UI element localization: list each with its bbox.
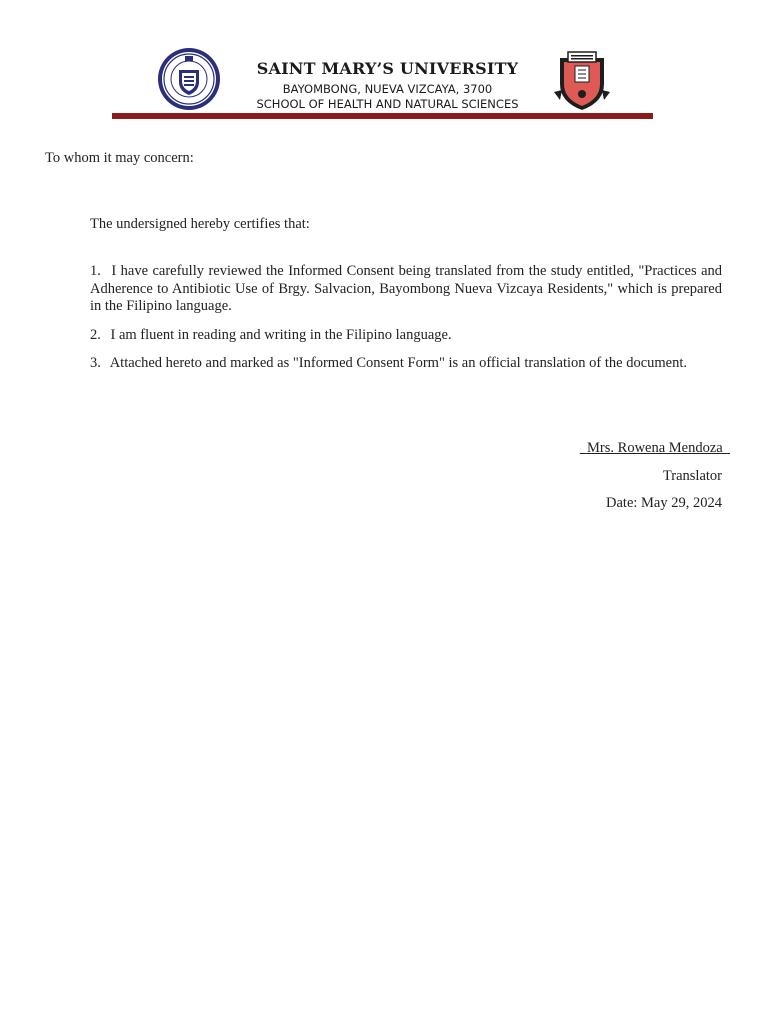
school-name: SCHOOL OF HEALTH AND NATURAL SCIENCES <box>256 97 519 111</box>
school-crest-icon <box>554 50 610 112</box>
certification-item <box>90 263 722 316</box>
item-text: I have carefully reviewed the Informed Consent being translated from the study entitled, "Practices and Adherence to Antibiotic Use of Brgy. Salvacion, Bayombong Nueva Vizcaya Residents," which is prepared in the Filipino language. <box>90 263 722 314</box>
certification-item <box>90 355 722 373</box>
university-name: SAINT MARY’S UNIVERSITY <box>256 59 519 78</box>
salutation: To whom it may concern: <box>45 150 194 166</box>
item-text: Attached hereto and marked as "Informed Consent Form" is an official translation of the document. <box>109 355 688 371</box>
signer-name: Mrs. Rowena Mendoza <box>579 440 730 456</box>
signature-date: Date: May 29, 2024 <box>606 495 722 511</box>
item-number: 3. <box>90 355 101 371</box>
certification-intro: The undersigned hereby certifies that: <box>90 216 310 232</box>
university-address: BAYOMBONG, NUEVA VIZCAYA, 3700 <box>282 82 493 96</box>
certification-list <box>90 263 722 384</box>
item-number: 2. <box>90 326 101 343</box>
signer-role: Translator <box>662 468 722 484</box>
letterhead-rule <box>112 113 653 119</box>
item-text: I am fluent in reading and writing in the Filipino language. <box>110 326 452 343</box>
letterhead <box>112 44 653 120</box>
certification-item <box>90 327 722 345</box>
university-seal-icon <box>157 46 221 112</box>
item-number: 1. <box>90 263 101 279</box>
